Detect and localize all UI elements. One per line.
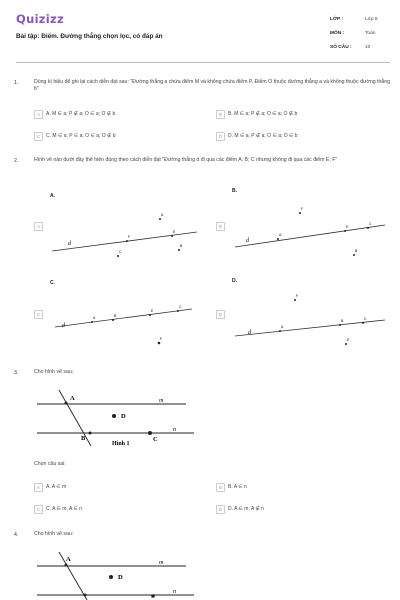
quizizz-logo: Quizizz — [16, 12, 65, 26]
option-c[interactable]: C — [34, 310, 43, 319]
option-d[interactable] — [216, 504, 264, 514]
option-letter: A — [34, 110, 43, 119]
option-letter: D — [216, 505, 225, 514]
label-m: m — [159, 560, 164, 566]
point-label: E — [347, 338, 350, 342]
figure-d-diagram — [230, 290, 390, 350]
point-label: F — [160, 337, 163, 341]
question-text: Cho hình vẽ sau: — [34, 369, 74, 375]
question-prompt: Chọn câu sai: — [34, 461, 66, 467]
point-label: C — [119, 250, 122, 254]
figure-q4 — [34, 550, 204, 600]
line-d — [235, 225, 385, 247]
point-label: F — [301, 207, 304, 211]
point-label: F — [128, 235, 131, 239]
point — [117, 255, 119, 257]
point-c — [148, 431, 152, 435]
meta-key: MÔN : — [330, 31, 345, 36]
point — [345, 343, 347, 345]
option-a[interactable] — [34, 109, 115, 119]
meta-key: SỐ CÂU : — [330, 45, 352, 50]
point — [367, 227, 369, 229]
line-d — [55, 309, 192, 327]
option-text: B. A ∈ n — [228, 484, 247, 490]
option-text: D. M ∈ a; P ∉ a; O ∈ a; O ∈ b — [228, 133, 298, 139]
point-label: E — [151, 309, 154, 313]
figure-label: B. — [232, 188, 237, 194]
point-d — [109, 575, 113, 579]
point-label: A — [279, 233, 282, 237]
option-letter: C — [34, 132, 43, 141]
meta-key: LỚP : — [330, 17, 344, 22]
point-label: C — [179, 305, 182, 309]
option-letter: C — [34, 505, 43, 514]
point — [177, 310, 179, 312]
point — [362, 322, 364, 324]
label-m: m — [159, 398, 164, 404]
figure-caption: Hình 1 — [112, 441, 130, 447]
label-d: D — [121, 413, 126, 420]
point-a — [65, 402, 68, 405]
point-label: A — [281, 325, 284, 329]
point-label: C — [369, 222, 372, 226]
label-d: D — [118, 574, 123, 581]
point-a — [65, 564, 68, 567]
figure-label: A. — [50, 193, 55, 199]
point — [339, 324, 341, 326]
point — [149, 314, 151, 316]
question-text: Hình vẽ nào dưới đây thể hiện đúng theo cách diễn đạt "Đường thẳng d đi qua các điểm A; B; C nhưng không đi qua các điểm E; F" — [34, 157, 338, 163]
option-text: B. M ∈ a; P ∉ a; O ∈ a; O ∉ b — [228, 111, 298, 117]
option-letter: B — [216, 110, 225, 119]
line-label: d — [246, 238, 249, 244]
point — [344, 230, 346, 232]
option-b[interactable]: B — [216, 222, 225, 231]
figure-b-diagram — [230, 205, 390, 265]
point — [294, 299, 296, 301]
figure-c-diagram — [50, 295, 200, 355]
point-label: B — [114, 314, 117, 318]
point — [277, 238, 279, 240]
figure-a-diagram — [50, 205, 200, 265]
meta-value: Toán — [365, 31, 376, 36]
meta-value: 10 — [365, 45, 371, 50]
point — [353, 254, 355, 256]
page-title: Bài tập: Điểm. Đường thẳng chọn lọc, có đáp án — [16, 33, 163, 40]
figure-hinh-1 — [34, 388, 204, 452]
point-label: B — [180, 244, 183, 248]
point-label: E — [173, 230, 176, 234]
point-label: A — [161, 213, 164, 217]
point — [112, 319, 114, 321]
point — [178, 249, 180, 251]
question-number: 4. — [14, 532, 19, 538]
line-d — [52, 232, 197, 251]
option-text: D. A ∈ m, A ∉ n — [228, 506, 264, 512]
option-d[interactable] — [216, 131, 298, 141]
point — [171, 235, 173, 237]
line-ab — [59, 552, 87, 600]
question-text: Dùng kí hiệu để ghi lại cách diễn đạt sau: "Đường thẳng a chứa điểm M và không chứa điểm P. Điểm O thuộc đường thẳng a và không thuộc đường thẳng b" — [34, 79, 391, 92]
label-a: A — [66, 556, 71, 563]
point-label: B — [355, 249, 358, 253]
option-a[interactable]: A — [34, 222, 43, 231]
label-b: B — [81, 435, 86, 442]
question-number: 1. — [14, 80, 19, 86]
option-letter: A — [34, 483, 43, 492]
line-label: d — [68, 241, 71, 247]
point — [158, 342, 161, 345]
point — [299, 212, 301, 214]
line-label: d — [62, 323, 65, 329]
question-text: Cho hình vẽ sau: — [34, 531, 74, 537]
option-d[interactable]: D — [216, 310, 225, 319]
label-n: n — [173, 427, 176, 433]
option-text: A. A ∈ m — [46, 484, 67, 490]
point — [91, 321, 93, 323]
point-b — [84, 594, 87, 597]
line-ab — [59, 390, 91, 446]
header-divider — [16, 62, 390, 63]
point-label: E — [346, 225, 349, 229]
option-c[interactable] — [34, 131, 116, 141]
option-text: A. M ∈ a; P ∉ a; O ∈ a; O ∉ b — [46, 111, 116, 117]
option-text: C. A ∈ m, A ∈ n — [46, 506, 82, 512]
label-n: n — [173, 589, 176, 595]
figure-label: C. — [50, 280, 55, 286]
point-d — [112, 414, 116, 418]
option-letter: B — [216, 483, 225, 492]
point-c — [151, 594, 155, 598]
point-label: A — [93, 316, 96, 320]
option-b[interactable] — [216, 109, 297, 119]
option-b[interactable] — [216, 482, 247, 492]
point-b — [89, 432, 92, 435]
option-letter: D — [216, 132, 225, 141]
question-number: 2. — [14, 158, 19, 164]
option-c[interactable] — [34, 504, 82, 514]
point-label: B — [341, 319, 344, 323]
option-text: C. M ∈ a; P ∈ a; O ∈ a; O ∉ b — [46, 133, 116, 139]
point-label: C — [364, 317, 367, 321]
point — [159, 218, 161, 220]
point-label: F — [296, 294, 299, 298]
label-a: A — [70, 395, 75, 402]
question-number: 3. — [14, 370, 19, 376]
figure-label: D. — [232, 278, 237, 284]
label-c: C — [153, 436, 158, 443]
line-label: d — [248, 330, 251, 336]
option-a[interactable] — [34, 482, 66, 492]
point — [279, 330, 281, 332]
point — [126, 240, 128, 242]
meta-value: Lớp 6 — [365, 17, 378, 22]
